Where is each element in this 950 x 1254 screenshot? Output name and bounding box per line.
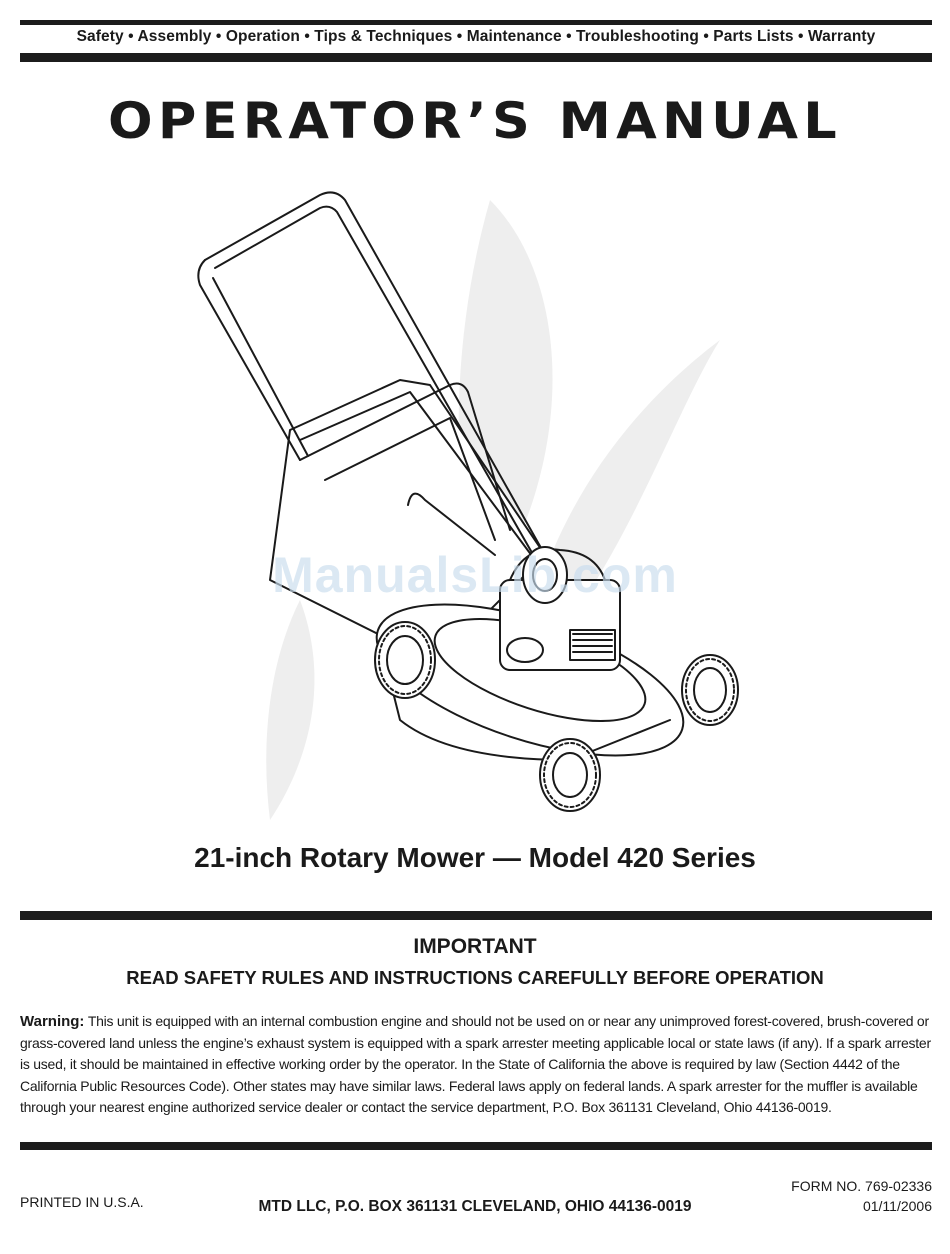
warning-text: This unit is equipped with an internal combustion engine and should not be used on or near any unimproved forest-covered, brush-covered or grass-covered land unless the engine’s exhaust system is equipped with a spark arrester meeting applicable local or state laws (if any). If a spark arrester is used, it should be maintained in effective working order by the operator. In the State of California the above is required by law (Section 4442 of the California Public Resources Code). Other states may have similar laws. Federal laws apply on federal lands. A spark arrester for the muffler is available through your nearest engine authorized service dealer or contact the service department, P.O. Box 361131 Cleveland, Ohio 44136-0019. bbox=[20, 1013, 931, 1115]
safety-instruction-heading: READ SAFETY RULES AND INSTRUCTIONS CAREFULLY BEFORE OPERATION bbox=[126, 967, 824, 988]
nav-rule bbox=[20, 53, 932, 62]
warning-paragraph bbox=[20, 1011, 932, 1119]
watermark: ManualsLib.com bbox=[272, 547, 678, 603]
manual-title: OPERATOR’S MANUAL bbox=[107, 92, 843, 150]
mid-rule bbox=[20, 911, 932, 920]
front-right-wheel bbox=[682, 655, 738, 725]
footer-rule bbox=[20, 1142, 932, 1150]
form-date: 01/11/2006 bbox=[862, 1198, 932, 1214]
warning-label: Warning: bbox=[20, 1013, 85, 1030]
important-heading: IMPORTANT bbox=[413, 935, 537, 958]
section-nav: Safety • Assembly • Operation • Tips & Techniques • Maintenance • Troubleshooting • Parts Lists • Warranty bbox=[76, 28, 876, 45]
form-number: FORM NO. 769-02336 bbox=[791, 1178, 932, 1194]
publisher-address: MTD LLC, P.O. BOX 361131 CLEVELAND, OHIO 44136-0019 bbox=[258, 1198, 692, 1215]
top-rule bbox=[20, 20, 932, 25]
rear-left-wheel bbox=[375, 622, 435, 698]
lawn-mower-illustration bbox=[150, 160, 800, 840]
model-title: 21-inch Rotary Mower — Model 420 Series bbox=[194, 842, 756, 873]
printed-in-label: PRINTED IN U.S.A. bbox=[20, 1194, 144, 1210]
front-left-wheel bbox=[540, 739, 600, 811]
